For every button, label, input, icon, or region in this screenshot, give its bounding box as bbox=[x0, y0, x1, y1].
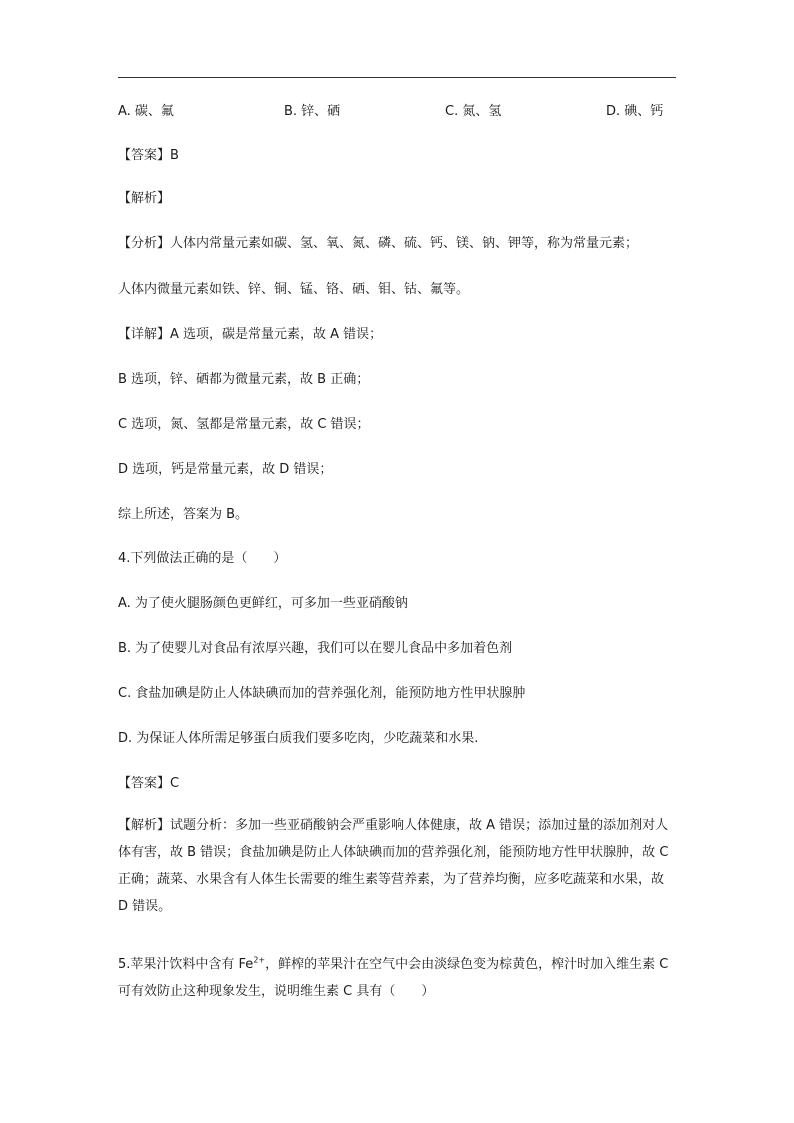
q4-option-d: D. 为保证人体所需足够蛋白质我们要多吃肉，少吃蔬菜和水果. bbox=[118, 731, 479, 746]
q3-fenxi-line-2: 人体内微量元素如铁、锌、铜、锰、铬、硒、钼、钴、氟等。 bbox=[118, 282, 470, 297]
header-rule bbox=[118, 77, 676, 78]
q3-summary: 综上所述，答案为 B。 bbox=[118, 507, 249, 522]
q3-answer: 【答案】B bbox=[118, 148, 179, 163]
q3-jiexi-heading: 【解析】 bbox=[118, 191, 171, 206]
q3-option-c: C. 氮、氢 bbox=[445, 104, 502, 119]
q3-fenxi-line-1: 【分析】人体内常量元素如碳、氢、氧、氮、磷、硫、钙、镁、钠、钾等，称为常量元素； bbox=[118, 236, 639, 251]
q3-option-d-explanation: D 选项，钙是常量元素，故 D 错误； bbox=[118, 462, 333, 477]
q4-stem: 4.下列做法正确的是（ ） bbox=[118, 551, 287, 566]
q3-option-c-explanation: C 选项，氮、氢都是常量元素，故 C 错误； bbox=[118, 417, 370, 432]
q4-analysis: 【解析】试题分析：多加一些亚硝酸钠会严重影响人体健康，故 A 错误；添加过量的添加剂对人体有害，故 B 错误；食盐加碘是防止人体缺碘而加的营养强化剂，能预防地方性甲状腺肿，故 C 正确；蔬菜、水果含有人体生长需要的维生素等营养素，为了营养均衡，应多吃蔬菜和水果，故 D 错误。 bbox=[118, 818, 669, 914]
q5-stem-superscript: 2+ bbox=[253, 955, 266, 965]
q4-option-b: B. 为了使婴儿对食品有浓厚兴趣，我们可以在婴儿食品中多加着色剂 bbox=[118, 641, 513, 656]
q5-stem-part2: ，鲜榨的苹果汁在空气中会由淡绿色变为棕黄色，榨汁时加入维生素 C 可有效防止这种现象发生，说明维生素 C 具有（ ） bbox=[118, 957, 669, 999]
q3-option-a: A. 碳、氟 bbox=[118, 104, 174, 119]
q4-answer: 【答案】C bbox=[118, 776, 180, 791]
q4-option-a: A. 为了使火腿肠颜色更鲜红，可多加一些亚硝酸钠 bbox=[118, 596, 408, 611]
q3-option-b: B. 锌、硒 bbox=[284, 104, 341, 119]
q5-stem bbox=[118, 951, 678, 1005]
q3-option-d: D. 碘、钙 bbox=[606, 104, 664, 119]
q3-option-b-explanation: B 选项，锌、硒都为微量元素，故 B 正确； bbox=[118, 372, 370, 387]
q3-xiangjie: 【详解】A 选项，碳是常量元素，故 A 错误； bbox=[118, 327, 383, 342]
q5-stem-part1: 5.苹果汁饮料中含有 Fe bbox=[118, 957, 254, 972]
q4-option-c: C. 食盐加碘是防止人体缺碘而加的营养强化剂，能预防地方性甲状腺肿 bbox=[118, 686, 526, 701]
